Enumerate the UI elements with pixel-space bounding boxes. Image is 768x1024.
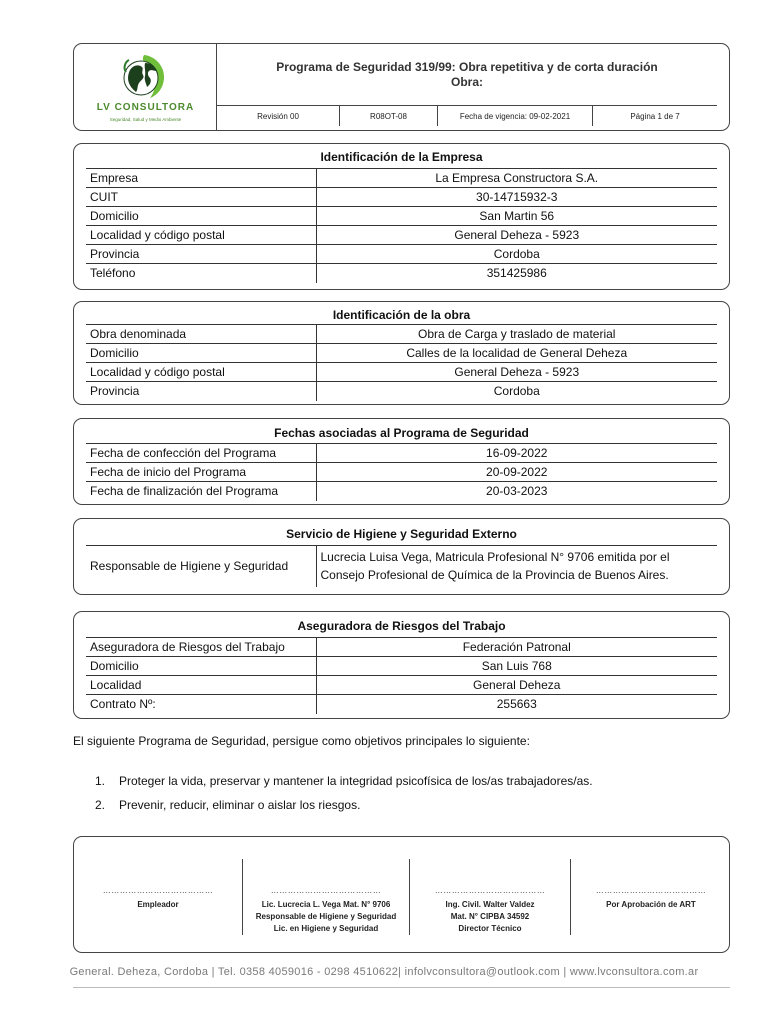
field-label: Provincia xyxy=(86,245,316,264)
page-footer: General. Deheza, Cordoba | Tel. 0358 4059016 - 0298 4510622| infolvconsultora@outlook.com | www.lvconsultora.com.ar xyxy=(69,966,699,978)
document-code: R08OT-08 xyxy=(340,106,438,126)
document-title-line1: Programa de Seguridad 319/99: Obra repetitiva y de corta duración xyxy=(276,59,658,74)
field-label: Empresa xyxy=(86,169,316,188)
signature-title: Director Técnico xyxy=(458,924,522,933)
signature-line: ………………………………… xyxy=(595,886,707,895)
globe-logo-icon xyxy=(120,52,168,100)
field-label: Fecha de inicio del Programa xyxy=(86,463,316,482)
signature-line: ………………………………… xyxy=(102,886,214,895)
field-label: Obra denominada xyxy=(86,325,316,344)
field-label: Domicilio xyxy=(86,657,316,676)
table-row xyxy=(86,657,717,676)
brand-tagline: Seguridad, Salud y Medio Ambiente xyxy=(109,117,182,122)
fechas-table xyxy=(86,443,717,501)
empresa-title: Identificación de la Empresa xyxy=(320,150,483,164)
table-row xyxy=(86,546,717,587)
fechas-title: Fechas asociadas al Programa de Seguridad xyxy=(274,426,529,440)
objectives-list xyxy=(95,774,593,822)
higiene-section xyxy=(73,518,730,595)
table-row xyxy=(86,363,717,382)
field-label: Localidad xyxy=(86,676,316,695)
obra-table xyxy=(86,324,717,401)
table-row xyxy=(86,382,717,401)
field-label: Responsable de Higiene y Seguridad xyxy=(86,546,316,587)
field-label: Fecha de finalización del Programa xyxy=(86,482,316,501)
list-item xyxy=(95,798,593,822)
field-value: General Deheza - 5923 xyxy=(316,226,717,245)
list-text: Proteger la vida, preservar y mantener la integridad psicofísica de los/as trabajadores/as. xyxy=(119,774,593,788)
field-label: Localidad y código postal xyxy=(86,363,316,382)
field-value: La Empresa Constructora S.A. xyxy=(316,169,717,188)
responsable-line2: Consejo Profesional de Química de la Provincia de Buenos Aires. xyxy=(320,568,669,583)
signature-line: ………………………………… xyxy=(434,886,546,895)
footer-divider xyxy=(73,987,730,988)
obra-section xyxy=(73,301,730,405)
signature-art xyxy=(571,859,731,939)
signature-role: Mat. N° CIPBA 34592 xyxy=(450,912,530,921)
field-label: Contrato Nº: xyxy=(86,695,316,714)
table-row xyxy=(86,463,717,482)
obra-title: Identificación de la obra xyxy=(332,308,471,322)
field-value: Calles de la localidad de General Deheza xyxy=(316,344,717,363)
logo-area xyxy=(74,44,217,130)
table-row xyxy=(86,245,717,264)
field-label: Domicilio xyxy=(86,207,316,226)
field-value: 255663 xyxy=(316,695,717,714)
field-label: Provincia xyxy=(86,382,316,401)
field-value: Cordoba xyxy=(316,382,717,401)
document-title xyxy=(217,44,717,105)
table-row xyxy=(86,226,717,245)
field-value: 16-09-2022 xyxy=(316,444,717,463)
document-header xyxy=(73,43,730,131)
field-label: Aseguradora de Riesgos del Trabajo xyxy=(86,638,316,657)
empresa-section xyxy=(73,143,730,290)
signature-label: Ing. Civil. Walter Valdez xyxy=(445,900,535,909)
signature-label: Por Aprobación de ART xyxy=(606,900,696,909)
art-section xyxy=(73,611,730,719)
vigencia-date: Fecha de vigencia: 09-02-2021 xyxy=(438,106,593,126)
field-value: Obra de Carga y traslado de material xyxy=(316,325,717,344)
field-value: Federación Patronal xyxy=(316,638,717,657)
field-value: 351425986 xyxy=(316,264,717,283)
signature-hys xyxy=(243,859,409,939)
empresa-table xyxy=(86,168,717,283)
table-row xyxy=(86,344,717,363)
art-title: Aseguradora de Riesgos del Trabajo xyxy=(297,619,506,633)
list-item xyxy=(95,774,593,798)
document-meta-row xyxy=(217,105,717,126)
field-value: General Deheza xyxy=(316,676,717,695)
document-title-line2: Obra: xyxy=(450,74,483,89)
table-row xyxy=(86,444,717,463)
table-row xyxy=(86,482,717,501)
brand-name: LV CONSULTORA xyxy=(96,102,195,113)
field-label: CUIT xyxy=(86,188,316,207)
signature-line: ………………………………… xyxy=(270,886,382,895)
field-value xyxy=(316,546,717,587)
field-value: 20-09-2022 xyxy=(316,463,717,482)
table-row xyxy=(86,207,717,226)
table-row xyxy=(86,325,717,344)
field-value: 20-03-2023 xyxy=(316,482,717,501)
field-label: Fecha de confección del Programa xyxy=(86,444,316,463)
table-row xyxy=(86,169,717,188)
field-label: Domicilio xyxy=(86,344,316,363)
signature-label: Empleador xyxy=(137,900,179,909)
list-text: Prevenir, reducir, eliminar o aislar los riesgos. xyxy=(119,798,361,812)
field-value: General Deheza - 5923 xyxy=(316,363,717,382)
higiene-title: Servicio de Higiene y Seguridad Externo xyxy=(286,527,517,541)
field-value: San Luis 768 xyxy=(316,657,717,676)
list-number: 2. xyxy=(95,798,106,812)
field-value: Cordoba xyxy=(316,245,717,264)
field-value: San Martin 56 xyxy=(316,207,717,226)
signature-title: Lic. en Higiene y Seguridad xyxy=(273,924,379,933)
higiene-table xyxy=(86,545,717,587)
field-value: 30-14715932-3 xyxy=(316,188,717,207)
table-row xyxy=(86,264,717,283)
signature-label: Lic. Lucrecia L. Vega Mat. N° 9706 xyxy=(261,900,391,909)
signature-empleador xyxy=(74,859,242,939)
table-row xyxy=(86,676,717,695)
table-row xyxy=(86,695,717,714)
signature-director xyxy=(410,859,570,939)
field-label: Localidad y código postal xyxy=(86,226,316,245)
table-row xyxy=(86,638,717,657)
table-row xyxy=(86,188,717,207)
responsable-line1: Lucrecia Luisa Vega, Matricula Profesional N° 9706 emitida por el xyxy=(320,550,670,565)
art-table xyxy=(86,637,717,714)
intro-paragraph: El siguiente Programa de Seguridad, persigue como objetivos principales lo siguiente: xyxy=(73,734,530,748)
revision-label: Revisión 00 xyxy=(217,106,340,126)
page-number: Página 1 de 7 xyxy=(630,111,680,121)
fechas-section xyxy=(73,418,730,505)
signatures-section xyxy=(73,836,730,953)
list-number: 1. xyxy=(95,774,106,788)
signature-role: Responsable de Higiene y Seguridad xyxy=(255,912,397,921)
field-label: Teléfono xyxy=(86,264,316,283)
